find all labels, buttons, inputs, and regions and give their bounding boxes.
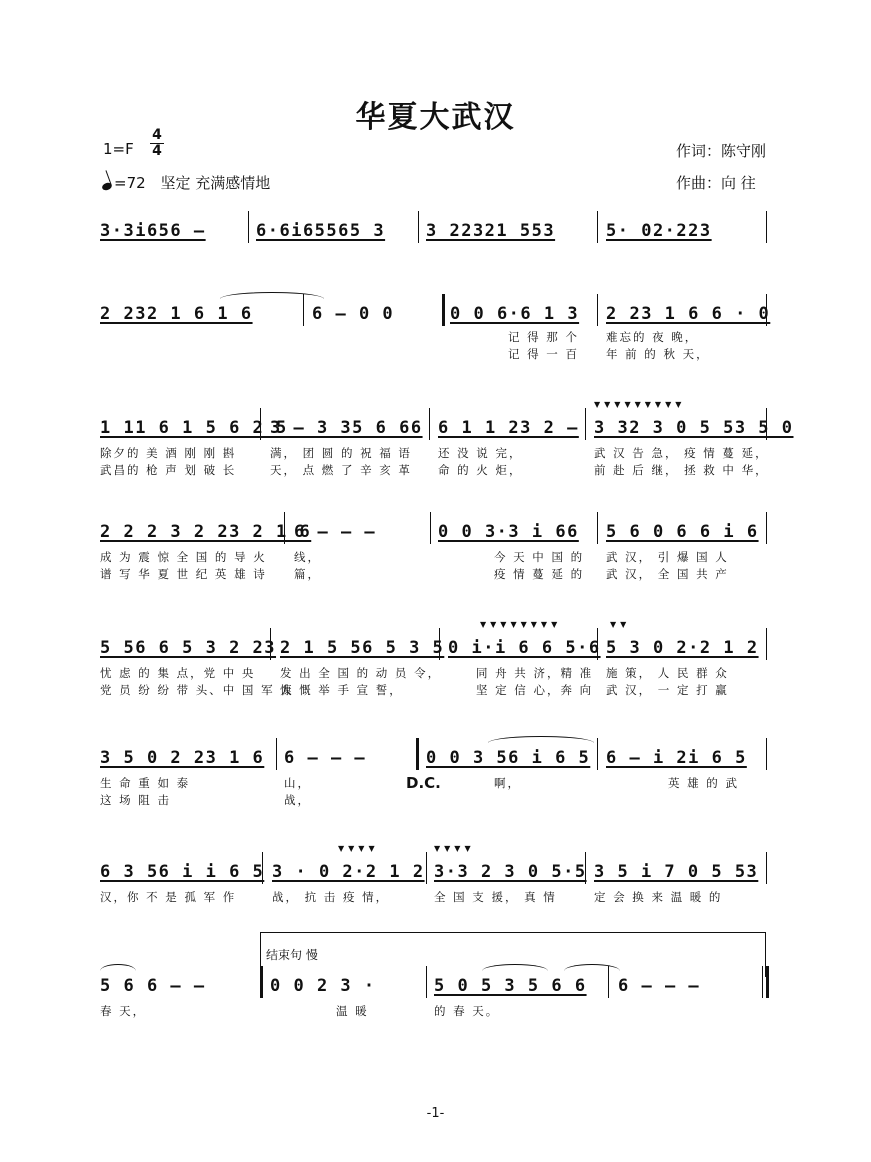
measure: 2 23 1 6 6 · 0 [606, 304, 771, 324]
barline [766, 738, 767, 770]
measure: 3 5 i 7 0 5 53 [594, 862, 759, 882]
lyric-verse-1: 线， [294, 550, 321, 564]
measure: 2 1 5 56 5 3 5 [280, 638, 445, 658]
accent-marks: ▼▼▼▼ [434, 844, 475, 853]
barline [260, 408, 261, 440]
barline [766, 294, 767, 326]
barline [426, 966, 427, 998]
page-number: -1- [426, 1106, 445, 1121]
lyric-verse-1: 英 雄 的 武 [668, 776, 739, 790]
measure: 3 – 3 35 6 66 [270, 418, 423, 438]
lyric-verse-1: 难忘的 夜 晚， [606, 330, 699, 344]
lyric-verse-2: 党 员 纷 纷 带 头、中 国 军 人 [100, 683, 294, 697]
barline [248, 211, 249, 243]
measure: 5 56 6 5 3 2 23 [100, 638, 277, 658]
tie [564, 964, 620, 971]
measure: 5 6 6 – – [100, 976, 206, 996]
measure: 6 3 56 i i 6 5 [100, 862, 265, 882]
barline [597, 512, 598, 544]
barline [303, 294, 304, 326]
measure: 5 0 5 3 5 6 6 [434, 976, 587, 996]
time-signature-bottom: 4 [152, 143, 162, 159]
lyric-verse-2: 慷 慨 举 手 宣 誓， [280, 683, 403, 697]
tie [488, 736, 594, 743]
barline [262, 852, 263, 884]
barline [766, 512, 767, 544]
lyric-verse-1: 发 出 全 国 的 动 员 令， [280, 666, 442, 680]
barline [597, 738, 598, 770]
lyric-verse-1: 温 暖 [336, 1004, 369, 1018]
barline [430, 512, 431, 544]
lyric-verse-1: 记 得 那 个 [508, 330, 579, 344]
tempo-value: =72 [114, 174, 146, 192]
barline [597, 628, 598, 660]
lyric-verse-2: 坚 定 信 心，奔 向 [476, 683, 594, 697]
dc-marking: D.C. [406, 774, 441, 792]
lyric-verse-1: 武 汉， 引 爆 国 人 [606, 550, 729, 564]
lyric-verse-1: 武 汉 告 急， 疫 情 蔓 延， [594, 446, 769, 460]
lyric-verse-1: 施 策， 人 民 群 众 [606, 666, 729, 680]
lyric-verse-2: 战， [284, 793, 311, 807]
key-signature: 1=F [103, 140, 134, 158]
barline [270, 628, 271, 660]
measure: 6 – – – [294, 522, 377, 542]
lyric-verse-1: 成 为 震 惊 全 国 的 导 火 [100, 550, 267, 564]
ending-label: 结束句 慢 [266, 948, 318, 962]
lyric-verse-1: 春 天， [100, 1004, 147, 1018]
barline [585, 408, 586, 440]
accent-marks: ▼▼▼▼▼▼▼▼▼ [594, 400, 686, 409]
lyric-verse-1: 还 没 说 完， [438, 446, 523, 460]
lyric-verse-2: 这 场 阻 击 [100, 793, 171, 807]
lyric-verse-1: 啊， [494, 776, 521, 790]
measure: 5 3 0 2·2 1 2 [606, 638, 759, 658]
lyric-verse-2: 年 前 的 秋 天， [606, 347, 710, 361]
expression-text: 坚定 充满感情地 [160, 174, 271, 192]
barline [608, 966, 609, 998]
measure: 2 232 1 6 1 6 [100, 304, 253, 324]
barline [766, 211, 767, 243]
measure: 0 0 2 3 · [270, 976, 376, 996]
lyric-verse-2: 疫 情 蔓 延 的 [494, 567, 585, 581]
lyric-verse-1: 生 命 重 如 泰 [100, 776, 191, 790]
measure: 6·6i65565 3 [256, 221, 386, 241]
measure: 5 6 0 6 6 i 6 [606, 522, 759, 542]
lyric-verse-2: 天， 点 燃 了 辛 亥 革 [270, 463, 412, 477]
barline [585, 852, 586, 884]
time-signature [150, 128, 164, 159]
lyric-verse-1: 今 天 中 国 的 [494, 550, 585, 564]
repeat-barline [260, 966, 263, 998]
lyric-verse-1: 同 舟 共 济，精 准 [476, 666, 594, 680]
lyric-verse-2: 谱 写 华 夏 世 纪 英 雄 诗 [100, 567, 267, 581]
lyric-verse-1: 忧 虑 的 集 点，党 中 央 [100, 666, 256, 680]
measure: 3 · 0 2·2 1 2 [272, 862, 425, 882]
repeat-barline [416, 738, 419, 770]
lyric-verse-1: 汉，你 不 是 孤 军 作 [100, 890, 237, 904]
measure: 6 – – – [284, 748, 367, 768]
barline [766, 628, 767, 660]
measure: 3 22321 553 [426, 221, 556, 241]
measure: 3·3i656 – [100, 221, 206, 241]
accent-marks: ▼▼▼▼ [338, 844, 379, 853]
measure: 3·3 2 3 0 5·5 [434, 862, 587, 882]
measure: 0 i·i 6 6 5·6 [448, 638, 601, 658]
quarter-note-icon [101, 182, 113, 192]
measure: 0 0 6·6 1 3 [450, 304, 580, 324]
lyric-verse-1: 除夕的 美 酒 刚 刚 斟 [100, 446, 237, 460]
measure: 1 11 6 1 5 6 2 5 [100, 418, 288, 438]
lyric-verse-1: 定 会 换 来 温 暖 的 [594, 890, 723, 904]
lyric-verse-2: 武 汉， 全 国 共 产 [606, 567, 729, 581]
measure: 0 0 3·3 i 66 [438, 522, 579, 542]
song-title: 华夏大武汉 [355, 100, 516, 135]
accent-marks: ▼▼▼▼▼▼▼▼ [480, 620, 562, 629]
tie [100, 964, 136, 971]
barline [762, 966, 763, 998]
barline [429, 408, 430, 440]
lyric-verse-1: 全 国 支 援， 真 情 [434, 890, 557, 904]
barline [418, 211, 419, 243]
barline [766, 852, 767, 884]
measure: 6 – i 2i 6 5 [606, 748, 747, 768]
lyric-verse-1: 满， 团 圆 的 祝 福 语 [270, 446, 412, 460]
barline [597, 294, 598, 326]
measure: 6 – – – [618, 976, 701, 996]
measure: 5· 02·223 [606, 221, 712, 241]
barline [276, 738, 277, 770]
measure: 3 32 3 0 5 53 5 0 [594, 418, 794, 438]
measure: 6 1 1 23 2 – [438, 418, 579, 438]
accent-marks: ▼▼ [610, 620, 631, 629]
measure: 3 5 0 2 23 1 6 [100, 748, 265, 768]
barline [439, 628, 440, 660]
composer-credit: 作曲：向 往 [676, 174, 756, 192]
barline [284, 512, 285, 544]
lyric-verse-2: 武 汉， 一 定 打 赢 [606, 683, 729, 697]
lyric-verse-2: 记 得 一 百 [508, 347, 579, 361]
lyric-verse-2: 武昌的 枪 声 划 破 长 [100, 463, 237, 477]
lyric-verse-2: 命 的 火 炬， [438, 463, 523, 477]
lyric-verse-2: 篇， [294, 567, 321, 581]
final-barline [766, 966, 769, 998]
repeat-barline [442, 294, 445, 326]
lyricist-credit: 作词：陈守刚 [676, 142, 767, 160]
lyric-verse-1: 山， [284, 776, 311, 790]
tie [482, 964, 548, 971]
barline [426, 852, 427, 884]
measure: 0 0 3 56 i 6 5 [426, 748, 591, 768]
barline [766, 408, 767, 440]
tie [220, 292, 324, 299]
time-signature-top: 4 [152, 127, 162, 143]
lyric-verse-1: 战， 抗 击 疫 情， [272, 890, 390, 904]
barline [597, 211, 598, 243]
tempo-marking [102, 172, 270, 193]
lyric-verse-1: 的 春 天。 [434, 1004, 500, 1018]
measure: 2 2 2 3 2 23 2 1 6 [100, 522, 312, 542]
measure: 6 – 0 0 [312, 304, 395, 324]
lyric-verse-2: 前 赴 后 继， 拯 救 中 华， [594, 463, 769, 477]
